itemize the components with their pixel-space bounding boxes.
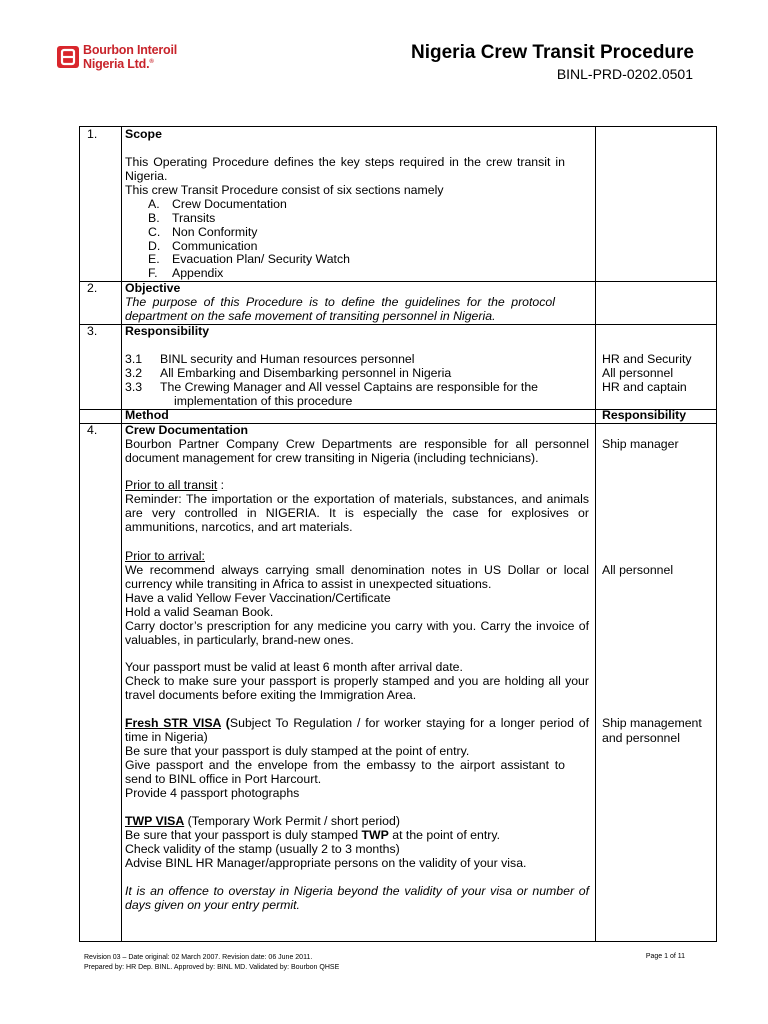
overstay-warning: It is an offence to overstay in Nigeria beyond the validity of your visa or number of days given on your entry permit. (125, 884, 589, 912)
list-item: Transits (172, 211, 216, 225)
twp-stamp-text: Be sure that your passport is duly stamped (125, 828, 362, 842)
page-footer (84, 953, 339, 972)
responsibility-column-header: Responsibility (602, 408, 687, 422)
prior-transit-colon: : (217, 478, 225, 492)
passport-validity: Your passport must be valid at least 6 month after arrival date. (125, 660, 463, 674)
twp-visa-title: TWP VISA (125, 814, 185, 828)
str-visa-step: Give passport and the envelope from the embassy to the airport assistant to send to BINL office in Port Harcourt. (125, 758, 565, 786)
approval-line: Prepared by: HR Dep. BINL. Approved by: BINL MD. Validated by: Bourbon QHSE (84, 963, 340, 971)
procedure-table (79, 126, 717, 942)
section-heading: Responsibility (125, 324, 210, 338)
column-divider-number (121, 127, 122, 941)
list-item: Non Conformity (172, 225, 258, 239)
section-heading: Objective (125, 281, 181, 295)
page-header (0, 0, 768, 100)
list-letter: F. (148, 266, 158, 280)
arrival-requirement: Hold a valid Seaman Book. (125, 605, 274, 619)
responsibility-value: Ship management (602, 716, 702, 730)
section-heading: Crew Documentation (125, 423, 248, 437)
section-heading: Scope (125, 127, 162, 141)
item-text-continued: implementation of this procedure (174, 394, 353, 408)
crew-doc-intro: Bourbon Partner Company Crew Departments are responsible for all personnel document management for crew transiting in Nigeria (including technicians). (125, 437, 589, 465)
responsibility-value: HR and captain (602, 380, 687, 394)
twp-visa-step: Advise BINL HR Manager/appropriate persons on the validity of your visa. (125, 856, 527, 870)
revision-line: Revision 03 – Date original: 02 March 2007. Revision date: 06 June 2011. (84, 954, 313, 961)
section-number: 1. (87, 127, 98, 141)
str-visa-step: Provide 4 passport photographs (125, 786, 300, 800)
document-title: Nigeria Crew Transit Procedure (411, 42, 694, 63)
list-letter: B. (148, 211, 160, 225)
str-visa-paren: ( (220, 716, 230, 730)
section-number: 3. (87, 324, 98, 338)
list-letter: E. (148, 252, 160, 266)
item-number: 3.3 (125, 380, 143, 394)
passport-check: Check to make sure your passport is properly stamped and you are holding all your travel documents before exiting the Immigration Area. (125, 674, 589, 702)
responsibility-value: and personnel (602, 731, 680, 745)
section-number: 2. (87, 281, 98, 295)
list-letter: C. (148, 225, 161, 239)
logo-mark-icon (57, 46, 79, 68)
responsibility-value: All personnel (602, 563, 674, 577)
list-item: Appendix (172, 266, 224, 280)
logo-line-2: Nigeria Ltd. (83, 57, 150, 72)
str-visa-step: Be sure that your passport is duly stamped at the point of entry. (125, 744, 470, 758)
twp-stamp-bold: TWP (361, 828, 389, 842)
responsibility-value: All personnel (602, 366, 674, 380)
arrival-requirement: Carry doctor’s prescription for any medicine you carry with you. Carry the invoice of valuables, in particularly, brand-new ones. (125, 619, 589, 647)
list-item: Communication (172, 239, 258, 253)
logo-registered: ® (149, 58, 154, 65)
twp-stamp-text-end: at the point of entry. (388, 828, 501, 842)
arrival-requirement: Have a valid Yellow Fever Vaccination/Certificate (125, 591, 391, 605)
recommend-paragraph: We recommend always carrying small denomination notes in US Dollar or local currency while transiting in Africa to assist in unexpected situations. (125, 563, 589, 591)
item-text: BINL security and Human resources personnel (160, 352, 415, 366)
item-text: All Embarking and Disembarking personnel in Nigeria (160, 366, 452, 380)
item-number: 3.1 (125, 352, 143, 366)
list-item: Crew Documentation (172, 197, 287, 211)
list-letter: D. (148, 239, 161, 253)
prior-transit-heading: Prior to all transit (125, 478, 218, 492)
scope-paragraph: This crew Transit Procedure consist of six sections namely (125, 183, 444, 197)
reminder-paragraph: Reminder: The importation or the exportation of materials, substances, and animals are very controlled in NIGERIA. It is especially the case for explosives or ammunitions, narcotics, and art materials. (125, 492, 589, 534)
page-number: Page 1 of 11 (645, 953, 685, 960)
list-item: Evacuation Plan/ Security Watch (172, 252, 350, 266)
str-visa-title: Fresh STR VISA (125, 716, 221, 730)
item-text: The Crewing Manager and All vessel Captains are responsible for the (160, 380, 538, 394)
company-logo (57, 44, 177, 70)
document-code: BINL-PRD-0202.0501 (556, 66, 693, 82)
section-number: 4. (87, 423, 98, 437)
str-visa-description: Subject To Regulation / for worker staying for a longer period of time in Nigeria) (125, 716, 589, 744)
prior-arrival-heading: Prior to arrival: (125, 549, 205, 563)
list-letter: A. (148, 197, 160, 211)
method-column-header: Method (125, 408, 169, 422)
item-number: 3.2 (125, 366, 143, 380)
responsibility-value: Ship manager (602, 437, 679, 451)
responsibility-value: HR and Security (602, 352, 692, 366)
twp-visa-step: Check validity of the stamp (usually 2 to 3 months) (125, 842, 400, 856)
column-divider-responsibility (595, 127, 596, 941)
twp-visa-description: (Temporary Work Permit / short period) (184, 814, 400, 828)
objective-text: The purpose of this Procedure is to define the guidelines for the protocol department on the safe movement of transiting personnel in Nigeria. (125, 295, 555, 323)
logo-line-1: Bourbon Interoil (83, 42, 178, 57)
scope-paragraph: This Operating Procedure defines the key steps required in the crew transit in Nigeria. (125, 155, 565, 183)
